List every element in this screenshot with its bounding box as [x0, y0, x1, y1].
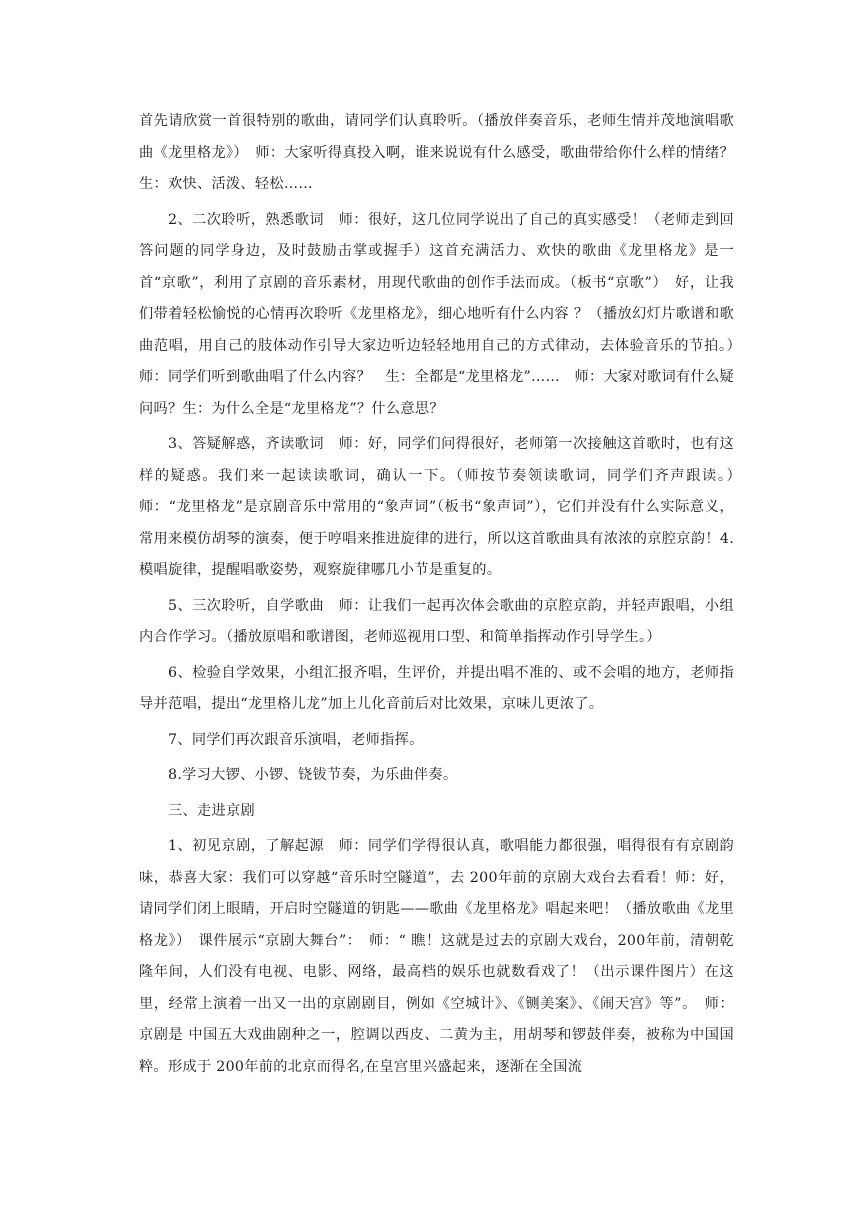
paragraph-third-listening: 5、三次聆听，自学歌曲 师：让我们一起再次体会歌曲的京腔京韵，并轻声跟唱，小组内合作学习。（播放原唱和歌谱图，老师巡视用口型、和简单指挥动作引导学生。） — [139, 597, 734, 645]
paragraph-answer-questions: 3、答疑解惑，齐读歌词 师：好，同学们问得很好，老师第一次接触这首歌时，也有这样的疑惑。我们来一起读读歌词，确认一下。（师按节奏领读歌词，同学们齐声跟读。） 师：“龙里格龙”是京剧音乐中常用的“象声词”（板书“象声词”），它们并没有什么实际意义，常用来模仿胡琴的演奏，便于哼唱来推进旋律的进行，所以这首歌曲具有浓浓的京腔京韵！4.模唱旋律，提醒唱歌姿势，观察旋律哪几小节是重复的。 — [139, 436, 749, 578]
paragraph-percussion: 8.学习大锣、小锣、铙钹节奏，为乐曲伴奏。 — [168, 767, 458, 783]
paragraph-self-study-check: 6、检验自学效果，小组汇报齐唱，生评价，并提出唱不准的、或不会唱的地方，老师指导并范唱，提出“龙里格儿龙”加上儿化音前后对比效果，京味儿更浓了。 — [139, 664, 734, 712]
paragraph-intro: 首先请欣赏一首很特别的歌曲，请同学们认真聆听。（播放伴奏音乐，老师生情并茂地演唱歌曲《龙里格龙》） 师：大家听得真投入啊，谁来说说有什么感受，歌曲带给你什么样的情绪？ 生：欢快、活泼、轻松…… — [139, 113, 749, 192]
paragraph-sing-again: 7、同学们再次跟音乐演唱，老师指挥。 — [168, 731, 424, 748]
paragraph-opera-origin: 1、初见京剧，了解起源 师：同学们学得很认真，歌唱能力都很强，唱得很有有京剧韵味，恭喜大家：我们可以穿越“音乐时空隧道”，去 200年前的京剧大戏台去看看！师：好，请同学们闭上眼睛，开启时空隧道的钥匙——歌曲《龙里格龙》唱起来吧！（播放歌曲《龙里格龙》） 课件展示“京剧大舞台”： 师：“ 瞧！这就是过去的京剧大戏台，200年前，清朝乾隆年间，人们没有电视、电影、网络，最高档的娱乐也就数看戏了！（出示课件图片）在这里，经常上演着一出又一出的京剧剧目，例如《空城计》、《铡美案》、《闹天宫》等”。 师：京剧是 中国五大戏曲剧种之一，腔调以西皮、二黄为主，用胡琴和锣鼓伴奏，被称为中国国粹。形成于 200年前的北京而得名,在皇宫里兴盛起来，逐渐在全国流 — [139, 838, 734, 1075]
paragraph-second-listening: 2、二次聆听，熟悉歌词 师：很好，这几位同学说出了自己的真实感受！（老师走到回答问题的同学身边，及时鼓励击掌或握手）这首充满活力、欢快的歌曲《龙里格龙》是一首“京歌”，利用了京剧的音乐素材，用现代歌曲的创作手法而成。（板书“京歌”） 好，让我们带着轻松愉悦的心情再次聆听《龙里格龙》，细心地听有什么内容 ？（播放幻灯片歌谱和歌曲范唱，用自己的肢体动作引导大家边听边轻轻地用自己的方式律动，去体验音乐的节拍。） 师：同学们听到歌曲唱了什么内容？ 生：全都是“龙里格龙”…… 师：大家对歌词有什么疑问吗？生：为什么全是“龙里格龙”？什么意思？ — [139, 211, 749, 417]
section-heading-peking-opera: 三、走进京剧 — [168, 802, 255, 819]
